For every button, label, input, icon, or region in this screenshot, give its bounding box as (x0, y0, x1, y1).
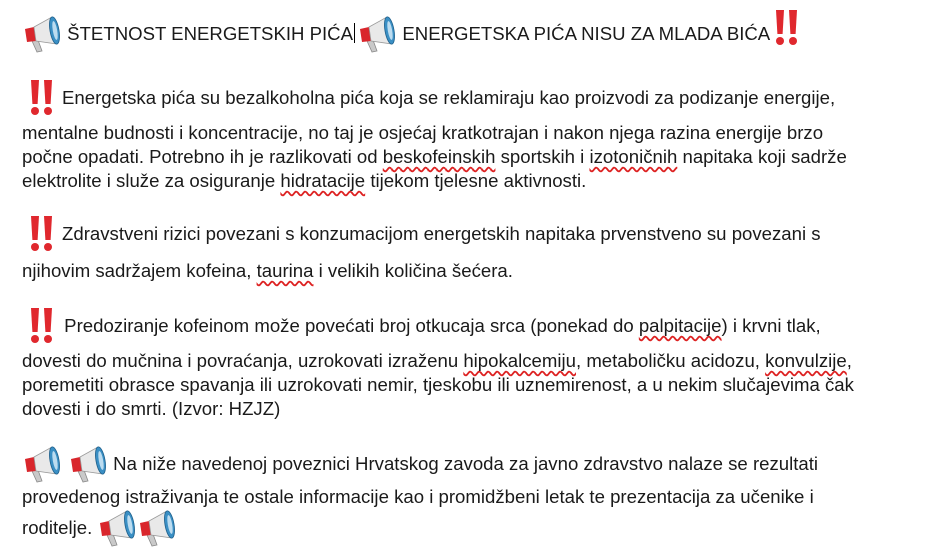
text-run: taurina (256, 260, 314, 281)
megaphone-icon (22, 444, 62, 484)
text-run: , (846, 350, 852, 371)
text-cursor (354, 23, 355, 43)
text-run: Predoziranje kofeinom može povećati broj otkucaja srca (ponekad do (59, 315, 639, 336)
paragraph-line (22, 170, 586, 192)
text-run: tijekom tjelesne aktivnosti. (365, 170, 587, 191)
text-run: beskofeinskih (382, 146, 496, 167)
text-run: počne opadati. Potrebno ih je razlikovati od (22, 146, 383, 167)
text-run: dovesti do mučnina i povraćanja, uzrokovati izraženu (22, 350, 464, 371)
megaphone-icon (68, 444, 108, 484)
text-run: konvulzije (765, 350, 847, 371)
paragraph-line (22, 306, 821, 346)
text-run: Na niže navedenoj poveznici Hrvatskog zavoda za javno zdravstvo nalaze se rezultati (108, 453, 819, 474)
paragraph-line (22, 508, 177, 548)
text-run: njihovim sadržajem kofeina, (22, 260, 257, 281)
text-run: , metaboličku acidozu, (575, 350, 766, 371)
paragraph-line (22, 444, 818, 484)
text-run: dovesti i do smrti. (Izvor: HZJZ) (22, 398, 281, 419)
text-run: palpitacije (638, 315, 722, 336)
text-run: provedenog istraživanja te ostale informacije kao i promidžbeni letak te prezentacija za učenike i (22, 486, 814, 507)
title-line (22, 14, 800, 54)
megaphone-icon (22, 14, 62, 54)
double-exclamation-icon (774, 8, 800, 48)
paragraph-line (22, 350, 852, 372)
paragraph-line (22, 146, 847, 168)
text-run: izotoničnih (589, 146, 678, 167)
text-run: hidratacije (280, 170, 366, 191)
paragraph-line (22, 398, 280, 420)
page-subtitle: ENERGETSKA PIĆA NISU ZA MLADA BIĆA (402, 23, 770, 44)
megaphone-icon (357, 14, 397, 54)
text-run: i velikih količina šećera. (313, 260, 513, 281)
paragraph-line (22, 122, 823, 144)
text-run: hipokalcemiju (463, 350, 576, 371)
paragraph-line (22, 374, 854, 396)
double-exclamation-icon (29, 306, 55, 346)
paragraph-line (22, 214, 821, 254)
text-run: mentalne budnosti i koncentracije, no taj je osjećaj kratkotrajan i nakon njega razina energije brzo (22, 122, 824, 143)
text-run: Zdravstveni rizici povezani s konzumacijom energetskih napitaka prvenstveno su povezani s (62, 223, 821, 244)
paragraph-line (22, 486, 814, 508)
paragraph-line (22, 78, 835, 118)
page-title: ŠTETNOST ENERGETSKIH PIĆA (67, 23, 354, 44)
megaphone-icon (137, 508, 177, 548)
text-run: Energetska pića su bezalkoholna pića koja se reklamiraju kao proizvodi za podizanje energije, (62, 87, 836, 108)
text-run: roditelje. (22, 517, 98, 538)
double-exclamation-icon (29, 214, 55, 254)
text-run: ) i krvni tlak, (721, 315, 821, 336)
double-exclamation-icon (29, 78, 55, 118)
text-run: sportskih i (495, 146, 590, 167)
text-run: napitaka koji sadrže (677, 146, 847, 167)
paragraph-line (22, 260, 513, 282)
text-run: elektrolite i služe za osiguranje (22, 170, 281, 191)
megaphone-icon (97, 508, 137, 548)
text-run: poremetiti obrasce spavanja ili uzrokovati nemir, tjeskobu ili uznemirenost, a u nekim slučajevima čak (22, 374, 854, 395)
